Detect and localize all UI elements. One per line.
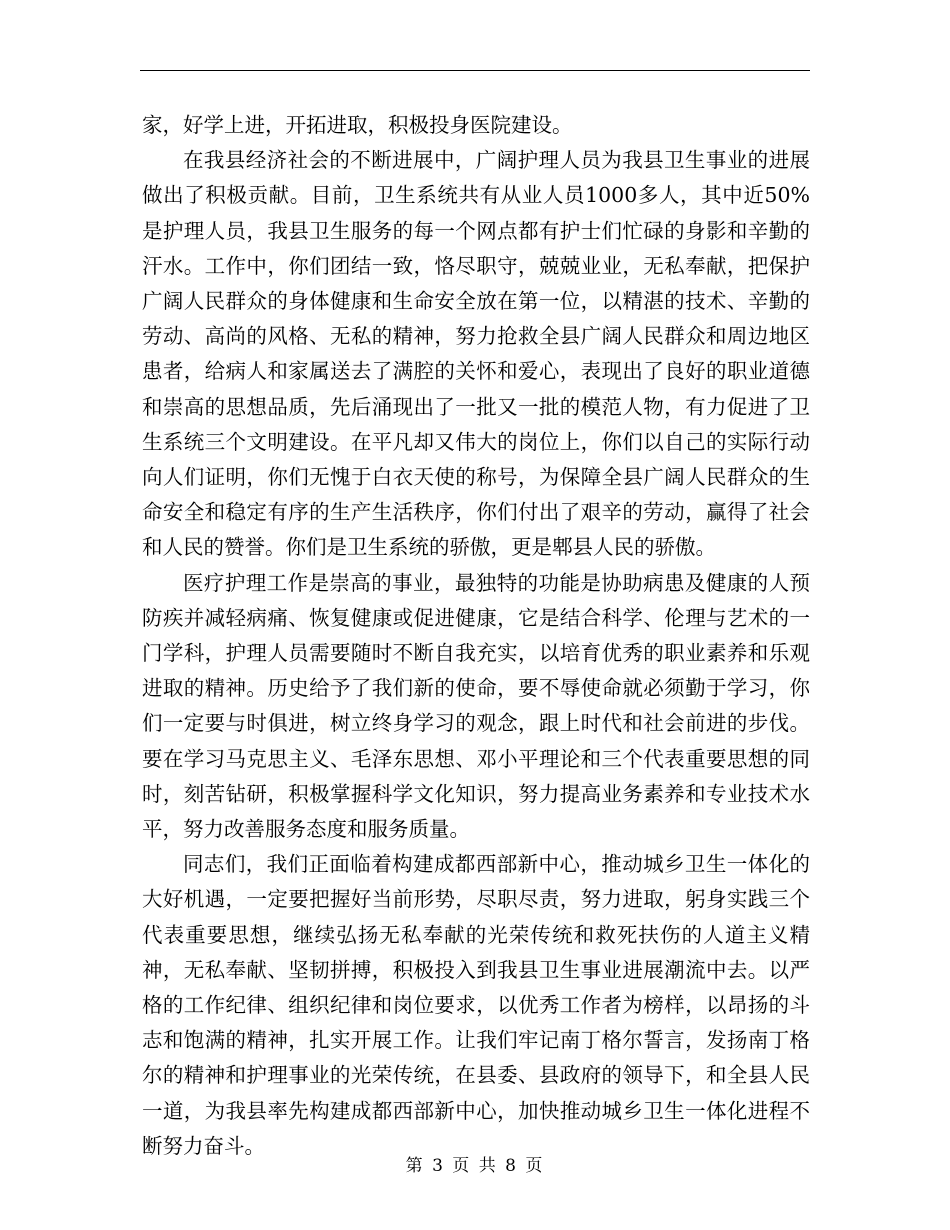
document-body <box>142 108 810 1164</box>
paragraph-nursing-contribution: 在我县经济社会的不断进展中，广阔护理人员为我县卫生事业的进展做出了积极贡献。目前，卫生系统共有从业人员1000多人，其中近50%是护理人员，我县卫生服务的每一个网点都有护士们忙碌的身影和辛勤的汗水。工作中，你们团结一致，恪尽职守，兢兢业业，无私奉献，把保护广阔人民群众的身体健康和生命安全放在第一位，以精湛的技术、辛勤的劳动、高尚的风格、无私的精神，努力抢救全县广阔人民群众和周边地区患者，给病人和家属送去了满腔的关怀和爱心，表现出了良好的职业道德和崇高的思想品质，先后涌现出了一批又一批的模范人物，有力促进了卫生系统三个文明建设。在平凡却又伟大的岗位上，你们以自己的实际行动向人们证明，你们无愧于白衣天使的称号，为保障全县广阔人民群众的生命安全和稳定有序的生产生活秩序，你们付出了艰辛的劳动，赢得了社会和人民的赞誉。你们是卫生系统的骄傲，更是郫县人民的骄傲。 <box>142 148 810 560</box>
paragraph-continuation: 家，好学上进，开拓进取，积极投身医院建设。 <box>142 113 573 137</box>
paragraph-nursing-career: 医疗护理工作是崇高的事业，最独特的功能是协助病患及健康的人预防疾并减轻病痛、恢复健康或促进健康，它是结合科学、伦理与艺术的一门学科，护理人员需要随时不断自我充实，以培育优秀的职业素养和乐观进取的精神。历史给予了我们新的使命，要不辱使命就必须勤于学习，你们一定要与时俱进，树立终身学习的观念，跟上时代和社会前进的步伐。要在学习马克思主义、毛泽东思想、邓小平理论和三个代表重要思想的同时，刻苦钻研，积极掌握科学文化知识，努力提高业务素养和专业技术水平，努力改善服务态度和服务质量。 <box>142 570 810 842</box>
page-number-footer: 第 3 页 共 8 页 <box>405 1156 545 1176</box>
header-rule <box>140 70 810 71</box>
paragraph-call-to-action: 同志们，我们正面临着构建成都西部新中心，推动城乡卫生一体化的大好机遇，一定要把握好当前形势，尽职尽责，努力进取，躬身实践三个代表重要思想，继续弘扬无私奉献的光荣传统和救死扶伤的人道主义精神，无私奉献、坚韧拼搏，积极投入到我县卫生事业进展潮流中去。以严格的工作纪律、组织纪律和岗位要求，以优秀工作者为榜样，以昂扬的斗志和饱满的精神，扎实开展工作。让我们牢记南丁格尔誓言，发扬南丁格尔的精神和护理事业的光荣传统，在县委、县政府的领导下，和全县人民一道，为我县率先构建成都西部新中心，加快推动城乡卫生一体化进程不断努力奋斗。 <box>142 852 810 1158</box>
